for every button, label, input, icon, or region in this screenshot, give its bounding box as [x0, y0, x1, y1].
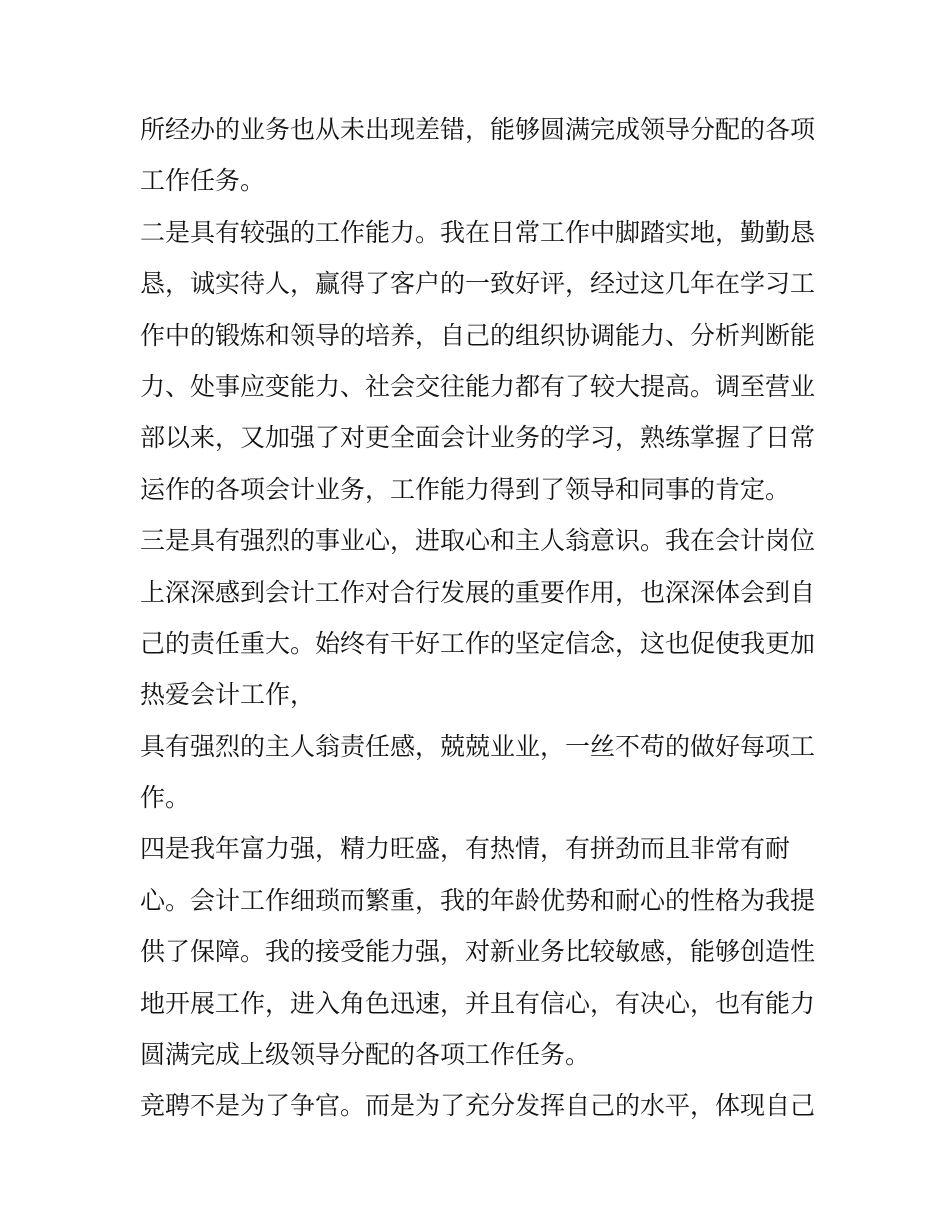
text-line: 地开展工作，进入角色迅速，并且有信心，有决心，也有能力 [140, 988, 816, 1018]
text-line: 供了保障。我的接受能力强，对新业务比较敏感，能够创造性 [140, 937, 816, 967]
text-line: 工作任务。 [140, 166, 266, 196]
document-body [140, 104, 820, 1132]
text-line: 圆满完成上级领导分配的各项工作任务。 [140, 1040, 591, 1070]
text-line: 部以来，又加强了对更全面会计业务的学习，熟练掌握了日常 [140, 423, 816, 453]
text-line: 作中的锻炼和领导的培养，自己的组织协调能力、分析判断能 [140, 320, 816, 350]
text-line: 心。会计工作细琐而繁重，我的年龄优势和耐心的性格为我提 [140, 885, 816, 915]
text-line: 作。 [140, 783, 191, 813]
text-line: 己的责任重大。始终有干好工作的坚定信念，这也促使我更加 [140, 628, 816, 658]
text-line: 上深深感到会计工作对合行发展的重要作用，也深深体会到自 [140, 577, 816, 607]
text-line: 四是我年富力强，精力旺盛，有热情，有拼劲而且非常有耐 [140, 834, 791, 864]
text-line: 热爱会计工作， [140, 680, 316, 710]
text-line: 恳，诚实待人，赢得了客户的一致好评，经过这几年在学习工 [140, 269, 816, 299]
text-line: 运作的各项会计业务，工作能力得到了领导和同事的肯定。 [140, 474, 791, 504]
text-line: 力、处事应变能力、社会交往能力都有了较大提高。调至营业 [140, 371, 816, 401]
text-line: 二是具有较强的工作能力。我在日常工作中脚踏实地，勤勤恳 [140, 217, 816, 247]
text-line: 三是具有强烈的事业心，进取心和主人翁意识。我在会计岗位 [140, 526, 816, 556]
text-line: 具有强烈的主人翁责任感，兢兢业业，一丝不苟的做好每项工 [140, 731, 816, 761]
text-line: 竞聘不是为了争官。而是为了充分发挥自己的水平，体现自己 [140, 1091, 816, 1121]
text-line: 所经办的业务也从未出现差错，能够圆满完成领导分配的各项 [140, 115, 816, 144]
